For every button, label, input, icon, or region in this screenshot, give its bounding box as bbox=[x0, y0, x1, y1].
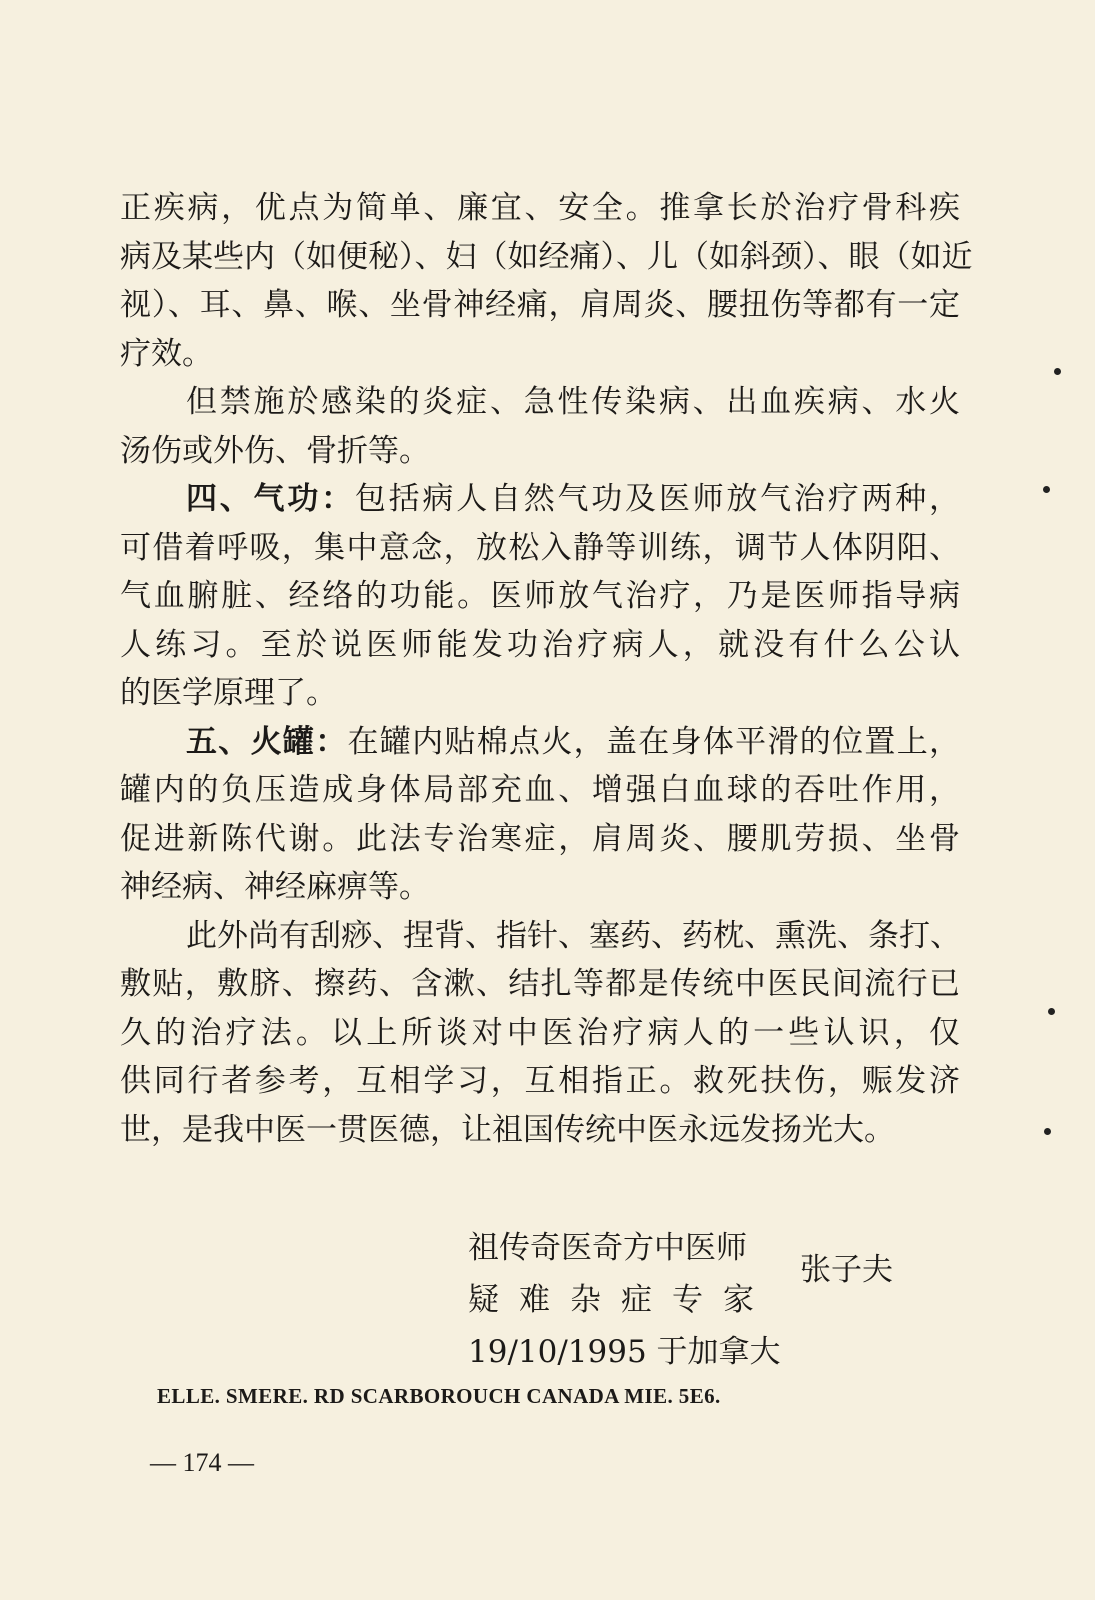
body-text bbox=[120, 184, 973, 1154]
signature-block bbox=[468, 1222, 788, 1378]
signature-date: 19/10/1995 于加拿大 bbox=[468, 1334, 781, 1370]
body-line: 世，是我中医一贯医德，让祖国传统中医永远发扬光大。 bbox=[120, 1111, 895, 1148]
body-line: 供同行者参考，互相学习，互相指正。救死扶伤，赈发济 bbox=[120, 1063, 960, 1099]
section-heading-line bbox=[120, 718, 960, 767]
section-heading-cupping: 五、火罐： bbox=[186, 723, 348, 760]
body-line: 人练习。至於说医师能发功治疗病人，就没有什么公认 bbox=[120, 626, 960, 663]
body-line: 的医学原理了。 bbox=[120, 675, 337, 711]
body-line: 久的治疗法。以上所谈对中医治疗病人的一些认识，仅 bbox=[120, 1014, 960, 1051]
body-line: 病及某些内（如便秘）、妇（如经痛）、儿（如斜颈）、眼（如近 bbox=[120, 238, 973, 275]
body-line: 神经病、神经麻痹等。 bbox=[120, 869, 430, 905]
body-line: 但禁施於感染的炎症、急性传染病、出血疾病、水火 bbox=[186, 384, 960, 420]
punch-mark bbox=[1054, 368, 1061, 375]
body-line: 汤伤或外伤、骨折等。 bbox=[120, 432, 430, 469]
body-line: 可借着呼吸，集中意念，放松入静等训练，调节人体阴阳、 bbox=[120, 529, 960, 566]
body-line: 此外尚有刮痧、捏背、指针、塞药、药枕、熏洗、条打、 bbox=[186, 917, 961, 954]
signature-name: 张子夫 bbox=[800, 1252, 893, 1288]
section-heading-text: 包括病人自然气功及医师放气治疗两种， bbox=[354, 481, 961, 517]
page-number: — 174 — bbox=[150, 1448, 254, 1477]
punch-mark bbox=[1044, 1128, 1051, 1135]
body-line: 疗效。 bbox=[120, 335, 213, 372]
body-line: 促进新陈代谢。此法专治寒症，肩周炎、腰肌劳损、坐骨 bbox=[120, 820, 960, 857]
section-heading-text: 在罐内贴棉点火，盖在身体平滑的位置上， bbox=[347, 723, 961, 760]
punch-mark bbox=[1048, 1008, 1055, 1015]
body-line: 气血腑脏、经络的功能。医师放气治疗，乃是医师指导病 bbox=[120, 578, 960, 614]
signature-specialty: 疑难杂症专家 bbox=[468, 1282, 774, 1318]
body-line: 罐内的负压造成身体局部充血、增强白血球的吞吐作用， bbox=[120, 772, 960, 808]
mailing-address: ELLE. SMERE. RD SCARBOROUCH CANADA MIE. 5E6. bbox=[157, 1384, 721, 1408]
section-heading-qigong: 四、气功： bbox=[186, 481, 355, 517]
body-line: 正疾病，优点为简单、廉宜、安全。推拿长於治疗骨科疾 bbox=[120, 190, 960, 226]
punch-mark bbox=[1043, 486, 1050, 493]
section-heading-line bbox=[120, 475, 960, 524]
body-line: 敷贴，敷脐、擦药、含漱、结扎等都是传统中医民间流行已 bbox=[120, 966, 960, 1002]
signature-title: 祖传奇医奇方中医师 bbox=[468, 1230, 747, 1266]
body-line: 视）、耳、鼻、喉、坐骨神经痛，肩周炎、腰扭伤等都有一定 bbox=[120, 287, 960, 323]
